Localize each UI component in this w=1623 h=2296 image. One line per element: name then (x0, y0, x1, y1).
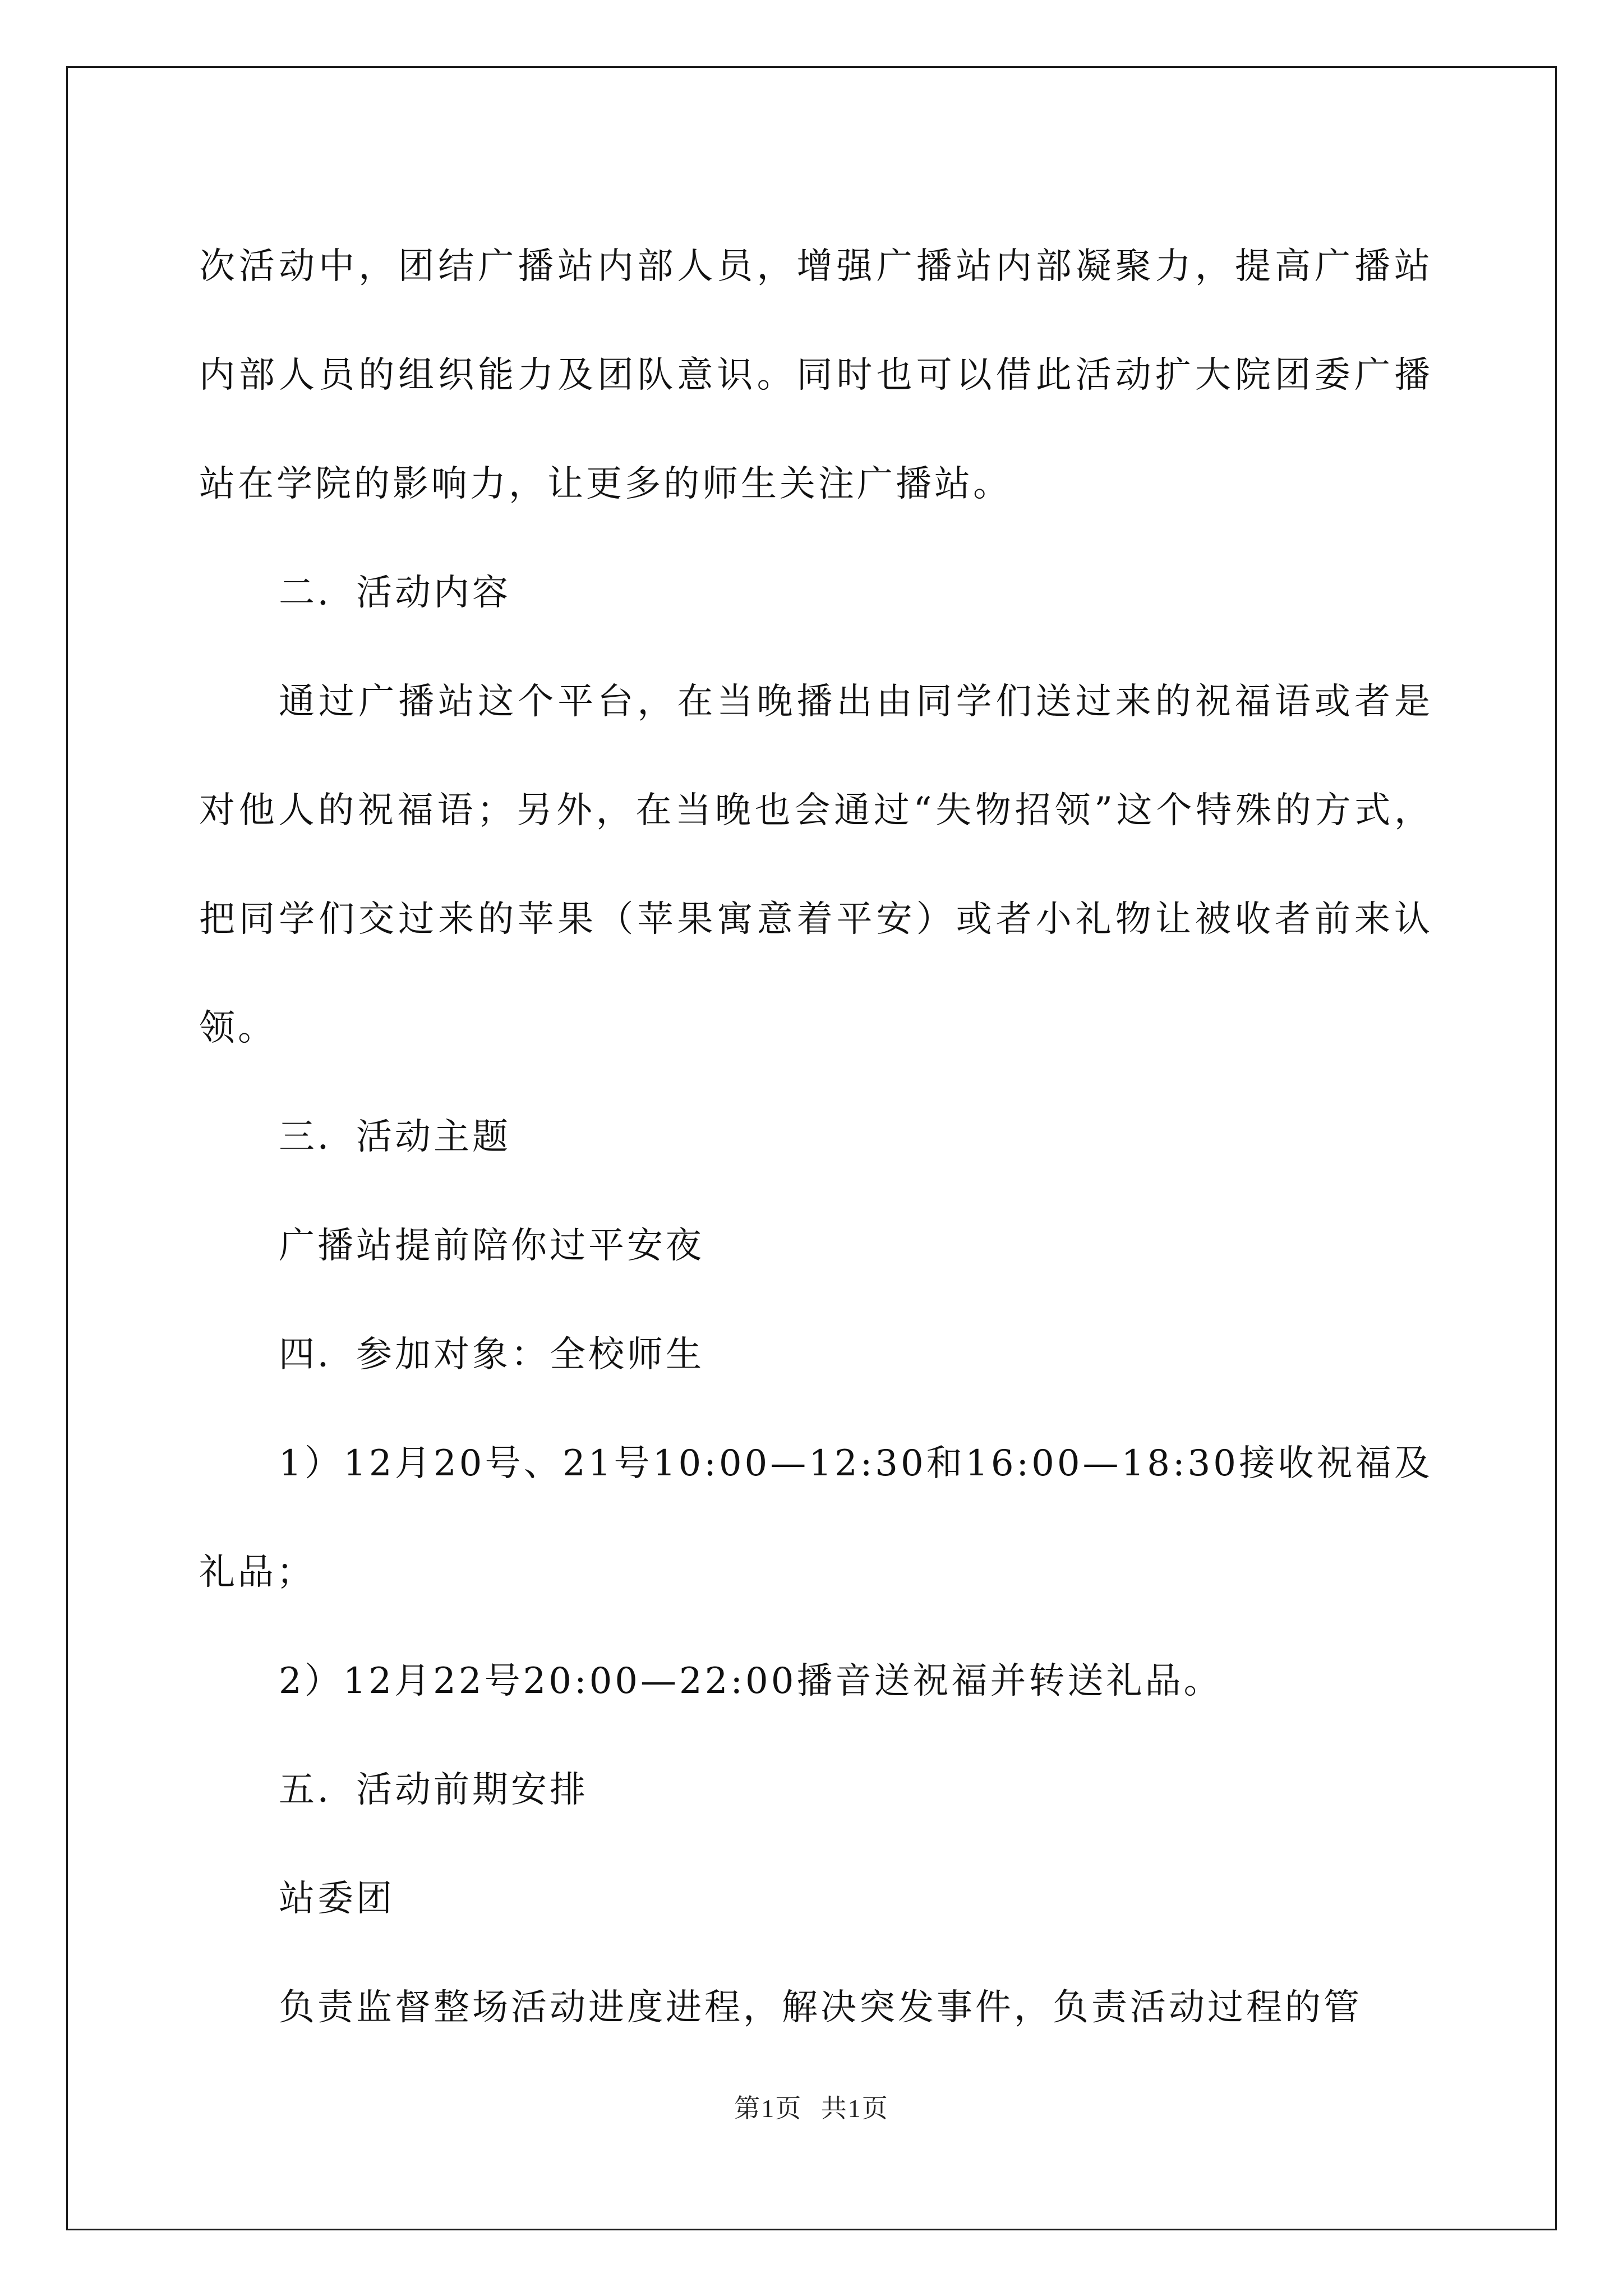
paragraph-schedule-1: 1）12月20号、21号10:00—12:30和16:00—18:30接收祝福及礼品； (199, 1443, 1433, 1593)
heading-participants: 四．参加对象：全校师生 (279, 1334, 704, 1375)
paragraph-activity-content: 通过广播站这个平台，在当晚播出由同学们送过来的祝福语或者是对他人的祝福语；另外，在当晚也会通过“失物招领”这个特殊的方式，把同学们交过来的苹果（苹果寓意着平安）或者小礼物让被收者前来认领。 (199, 681, 1433, 1049)
paragraph-activity-theme: 广播站提前陪你过平安夜 (279, 1225, 704, 1267)
paragraph-committee-duties: 负责监督整场活动进度进程，解决突发事件，负责活动过程的管 (279, 1987, 1362, 2028)
page-footer (0, 2088, 1623, 2125)
page-number-total: 共1页 (820, 2094, 889, 2123)
subheading-station-committee: 站委团 (279, 1878, 395, 1920)
paragraph-intro-continued: 次活动中，团结广播站内部人员，增强广播站内部凝聚力，提高广播站内部人员的组织能力及团队意识。同时也可以借此活动扩大院团委广播站在学院的影响力，让更多的师生关注广播站。 (199, 246, 1433, 505)
page-number-current: 第1页 (734, 2094, 803, 2123)
paragraph-schedule-2: 2）12月22号20:00—22:00播音送祝福并转送礼品。 (279, 1660, 1223, 1702)
heading-preparation: 五．活动前期安排 (279, 1769, 588, 1811)
heading-activity-content: 二．活动内容 (279, 572, 511, 614)
document-body (199, 212, 1433, 2062)
heading-activity-theme: 三．活动主题 (279, 1116, 511, 1158)
